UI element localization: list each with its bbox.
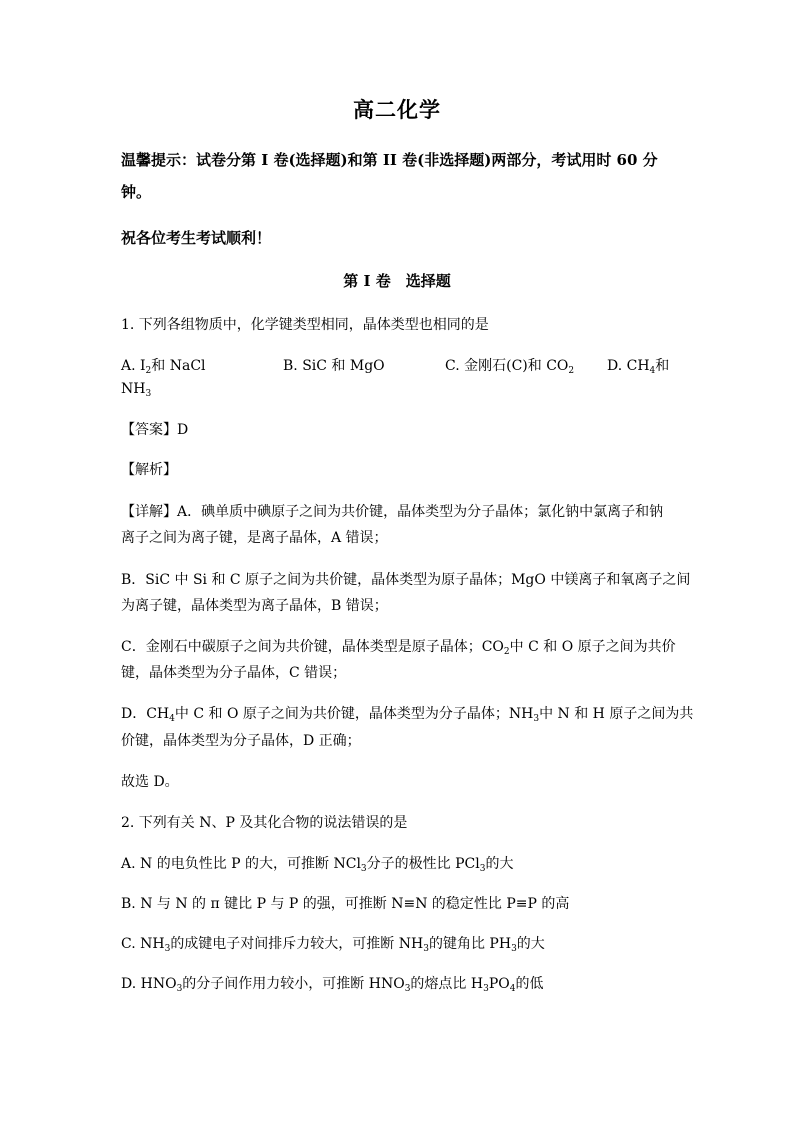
q1-detail-d2: 价键，晶体类型为分子晶体，D 正确； xyxy=(121,733,361,749)
q1-detail-b2: 为离子键，晶体类型为离子晶体，B 错误； xyxy=(121,598,388,614)
page-title: 高二化学 xyxy=(353,97,441,122)
q1-detail-b1: B．SiC 中 Si 和 C 原子之间为共价键，晶体类型为原子晶体；MgO 中镁离子和氧离子之间 xyxy=(121,572,691,588)
q2-option-a: A. N 的电负性比 P 的大，可推断 NCl$_3$分子的极性比 PCl$_3$的大 xyxy=(121,856,514,874)
q1-answer: 【答案】D xyxy=(121,422,189,438)
section-title: 第 I 卷 选择题 xyxy=(343,272,451,290)
q1-detail-c1: C．金刚石中碳原子之间为共价键，晶体类型是原子晶体；$CO_2$中 C 和 O 原子之间为共价 xyxy=(121,639,676,657)
q2-option-d: D. $HNO_3$的分子间作用力较小，可推断 $HNO_3$的熔点比 $H_3PO_4$的低 xyxy=(121,976,544,994)
q1-analysis-label: 【解析】 xyxy=(121,462,177,478)
notice-line-1: 温馨提示：试卷分第 I 卷(选择题)和第 II 卷(非选择题)两部分，考试用时 60 分 xyxy=(121,151,658,169)
q1-detail-end: 故选 D。 xyxy=(121,774,179,790)
q1-option-c: C. 金刚石(C)和 $CO_2$ xyxy=(445,358,575,376)
q2-option-b: B. N 与 N 的 π 键比 P 与 P 的强，可推断 N≡N 的稳定性比 P≡P 的高 xyxy=(121,896,570,912)
question-1-stem: 1. 下列各组物质中，化学键类型相同，晶体类型也相同的是 xyxy=(121,317,489,333)
q1-option-a: A. $I_2$和 NaCl xyxy=(121,358,206,376)
q1-option-d: D. $CH_4$和 xyxy=(607,358,670,376)
q1-detail-a1: 【详解】A．碘单质中碘原子之间为共价键，晶体类型为分子晶体；氯化钠中氯离子和钠 xyxy=(121,504,664,520)
q1-option-b: B. SiC 和 MgO xyxy=(283,358,385,374)
q1-option-d-cont: $NH_3$ xyxy=(121,381,152,399)
q1-detail-d1: D．$CH_4$中 C 和 O 原子之间为共价键，晶体类型为分子晶体；$NH_3$中 N 和 H 原子之间为共 xyxy=(121,706,694,724)
q1-detail-c2: 键，晶体类型为分子晶体，C 错误； xyxy=(121,665,347,681)
q1-detail-a2: 离子之间为离子键，是离子晶体，A 错误； xyxy=(121,530,388,546)
notice-line-2: 钟。 xyxy=(121,183,152,201)
wish-text: 祝各位考生考试顺利！ xyxy=(121,229,272,247)
question-2-stem: 2. 下列有关 N、P 及其化合物的说法错误的是 xyxy=(121,815,408,831)
q2-option-c: C. $NH_3$的成键电子对间排斥力较大，可推断 $NH_3$的键角比 $PH_3$的大 xyxy=(121,936,545,954)
